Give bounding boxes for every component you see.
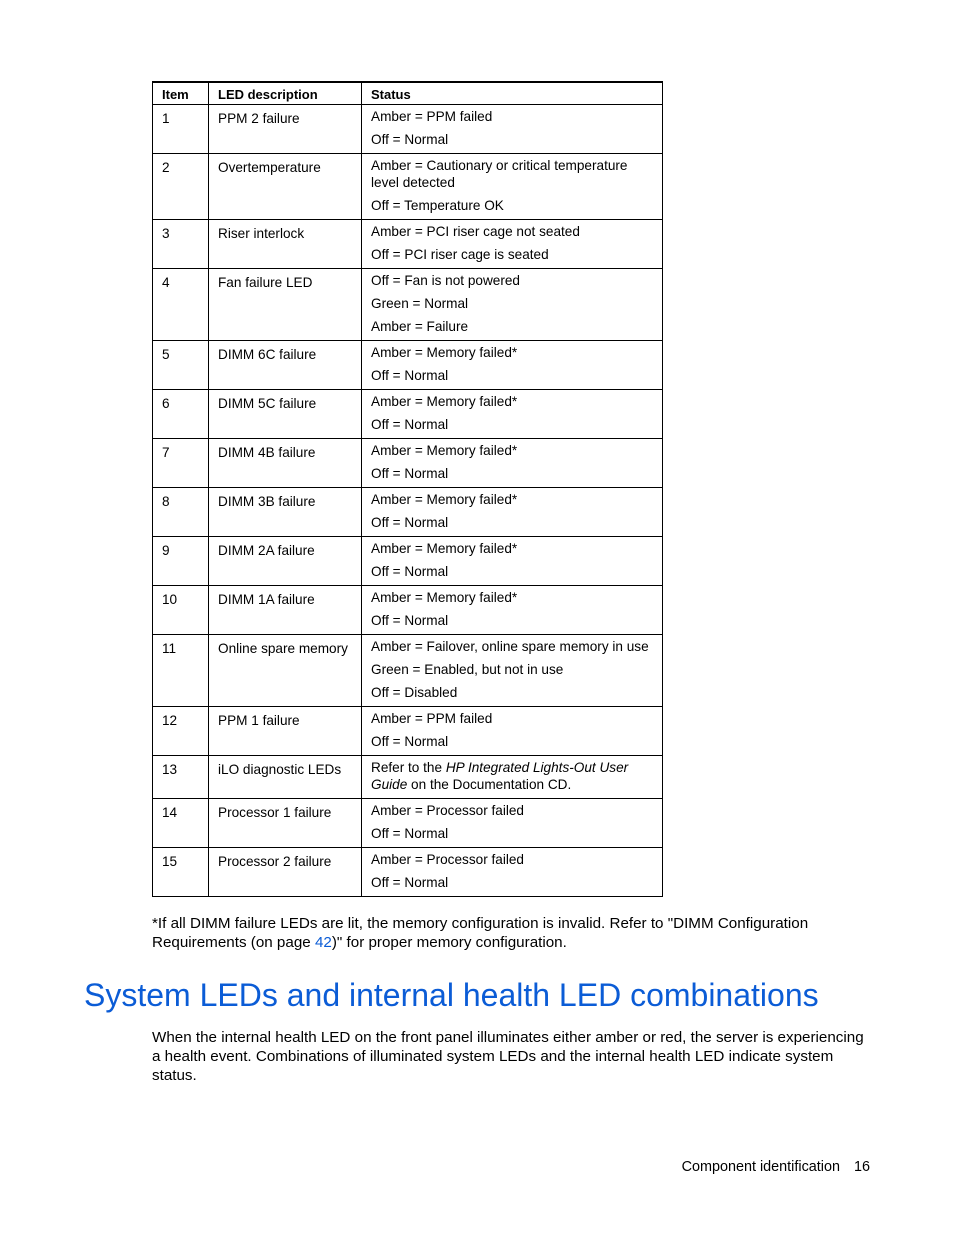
led-description: Overtemperature — [209, 154, 362, 220]
status-line: Green = Enabled, but not in use — [371, 662, 564, 677]
table-row — [153, 341, 663, 390]
led-description: DIMM 6C failure — [209, 341, 362, 390]
status-line: Off = Normal — [371, 734, 449, 749]
item-number: 8 — [153, 488, 209, 537]
status-line — [371, 759, 653, 793]
status-line: Amber = Failover, online spare memory in use — [371, 639, 649, 654]
led-status — [362, 756, 663, 799]
table-row — [153, 537, 663, 586]
led-description: Online spare memory — [209, 635, 362, 707]
status-line: Off = Normal — [371, 466, 449, 481]
led-status — [362, 707, 663, 756]
footer-page-number: 16 — [853, 1159, 870, 1175]
led-status — [362, 799, 663, 848]
led-status — [362, 537, 663, 586]
status-line: Amber = PPM failed — [371, 711, 493, 726]
table-row — [153, 105, 663, 154]
section-heading: System LEDs and internal health LED combinations — [84, 977, 819, 1013]
status-line: Amber = Memory failed* — [371, 443, 518, 458]
led-status — [362, 154, 663, 220]
item-number: 1 — [153, 105, 209, 154]
led-description: DIMM 5C failure — [209, 390, 362, 439]
item-number: 15 — [153, 848, 209, 897]
page-link[interactable]: 42 — [314, 934, 332, 951]
status-line: Off = PCI riser cage is seated — [371, 247, 549, 262]
item-number: 3 — [153, 220, 209, 269]
led-description: DIMM 3B failure — [209, 488, 362, 537]
status-line: Amber = PCI riser cage not seated — [371, 224, 580, 239]
led-status — [362, 635, 663, 707]
page-footer — [682, 1158, 870, 1176]
status-line: Amber = Memory failed* — [371, 541, 518, 556]
status-line: Off = Disabled — [371, 685, 458, 700]
dimm-footnote — [152, 914, 852, 952]
table-row — [153, 756, 663, 799]
status-line: Off = Normal — [371, 368, 449, 383]
table-row — [153, 799, 663, 848]
table-row — [153, 635, 663, 707]
table-row — [153, 439, 663, 488]
item-number: 13 — [153, 756, 209, 799]
table-row — [153, 220, 663, 269]
item-number: 4 — [153, 269, 209, 341]
led-description: Processor 2 failure — [209, 848, 362, 897]
item-number: 14 — [153, 799, 209, 848]
led-status — [362, 390, 663, 439]
table-row — [153, 154, 663, 220]
led-description: iLO diagnostic LEDs — [209, 756, 362, 799]
led-description: DIMM 1A failure — [209, 586, 362, 635]
footnote-text-start: *If all DIMM failure LEDs are lit, the memory configuration is invalid. Refer to "DIMM Configuration Requirements (on page — [152, 915, 809, 951]
ilo-status-prefix: Refer to the — [371, 760, 446, 775]
item-number: 7 — [153, 439, 209, 488]
status-line: Amber = PPM failed — [371, 109, 493, 124]
status-line: Off = Normal — [371, 132, 449, 147]
status-line: Off = Temperature OK — [371, 198, 504, 213]
table-row — [153, 488, 663, 537]
table-row — [153, 707, 663, 756]
status-line: Off = Normal — [371, 417, 449, 432]
table-row — [153, 848, 663, 897]
header-status: Status — [362, 82, 663, 105]
led-description: DIMM 2A failure — [209, 537, 362, 586]
item-number: 11 — [153, 635, 209, 707]
led-description: DIMM 4B failure — [209, 439, 362, 488]
table-body — [153, 105, 663, 897]
led-status — [362, 105, 663, 154]
ilo-guide-title: HP Integrated Lights-Out User Guide — [371, 760, 629, 792]
led-description: Processor 1 failure — [209, 799, 362, 848]
status-line: Amber = Processor failed — [371, 852, 524, 867]
status-line: Amber = Failure — [371, 319, 469, 334]
led-status — [362, 439, 663, 488]
table-row — [153, 390, 663, 439]
status-line: Green = Normal — [371, 296, 469, 311]
led-status — [362, 220, 663, 269]
item-number: 9 — [153, 537, 209, 586]
ilo-status-suffix: on the Documentation CD. — [407, 777, 572, 792]
led-status — [362, 488, 663, 537]
table-row — [153, 586, 663, 635]
item-number: 12 — [153, 707, 209, 756]
led-description: PPM 2 failure — [209, 105, 362, 154]
status-line: Off = Normal — [371, 875, 449, 890]
status-line: Off = Normal — [371, 613, 449, 628]
status-line: Off = Normal — [371, 564, 449, 579]
led-status — [362, 848, 663, 897]
led-status — [362, 269, 663, 341]
item-number: 6 — [153, 390, 209, 439]
led-status — [362, 586, 663, 635]
header-led-description: LED description — [209, 82, 362, 105]
section-body: When the internal health LED on the front panel illuminates either amber or red, the server is experiencing a health event. Combinations of illuminated system LEDs and the internal health LED indicate system status. — [152, 1029, 864, 1084]
status-line: Amber = Processor failed — [371, 803, 524, 818]
led-description: Fan failure LED — [209, 269, 362, 341]
table-row — [153, 269, 663, 341]
item-number: 5 — [153, 341, 209, 390]
status-line: Amber = Memory failed* — [371, 590, 518, 605]
status-line: Amber = Memory failed* — [371, 394, 518, 409]
led-status-table — [152, 81, 663, 897]
header-item: Item — [153, 82, 209, 105]
item-number: 10 — [153, 586, 209, 635]
status-line: Amber = Memory failed* — [371, 492, 518, 507]
status-line: Off = Normal — [371, 826, 449, 841]
status-line: Amber = Memory failed* — [371, 345, 518, 360]
status-line: Off = Normal — [371, 515, 449, 530]
footnote-text-end: )" for proper memory configuration. — [331, 934, 567, 951]
led-description: Riser interlock — [209, 220, 362, 269]
item-number: 2 — [153, 154, 209, 220]
status-line: Off = Fan is not powered — [371, 273, 520, 288]
led-status — [362, 341, 663, 390]
status-line: Amber = Cautionary or critical temperature level detected — [371, 158, 628, 190]
led-description: PPM 1 failure — [209, 707, 362, 756]
footer-chapter: Component identification — [681, 1159, 840, 1175]
table-header-row — [153, 82, 663, 105]
